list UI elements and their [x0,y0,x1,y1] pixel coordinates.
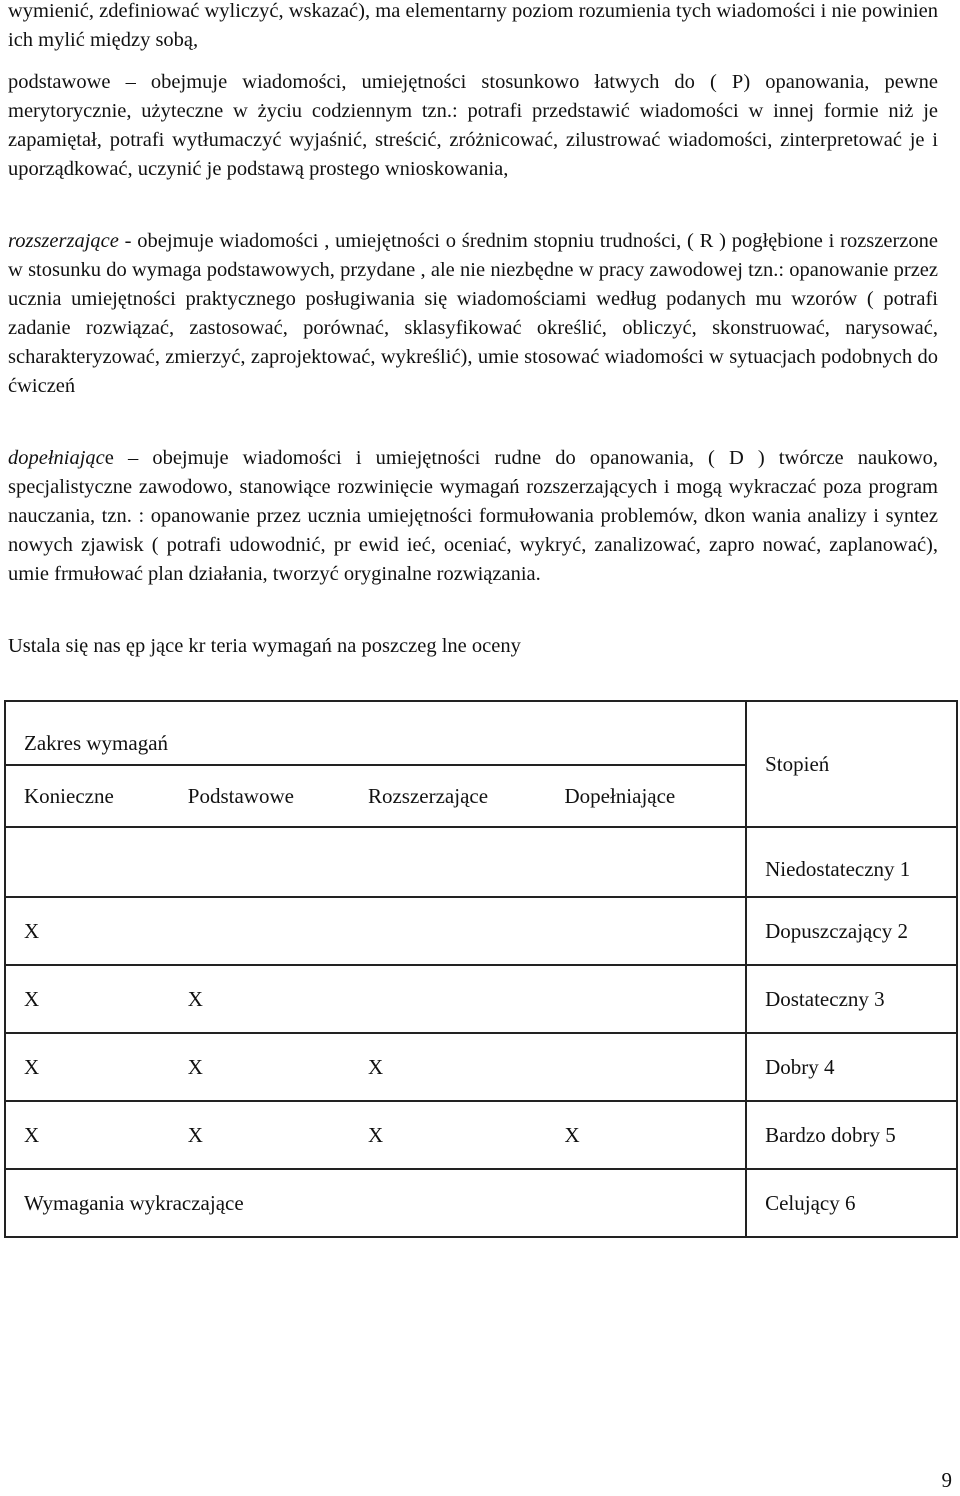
paragraph-intro: wymienić, zdefiniować wyliczyć, wskazać), ma elementarny poziom rozumienia tych wiadomości i nie powinien ich mylić między sobą, [8,0,938,51]
cell-grade: Dostateczny 3 [746,965,957,1033]
term-rozszerzajace: rozszerzające [8,230,119,252]
col-rozszerzajace: Rozszerzające [350,765,547,827]
cell-podstawowe: X [170,965,350,1033]
cell-konieczne: X [5,1033,170,1101]
header-zakres-wymagan: Zakres wymagań [5,701,746,765]
cell-rozszerzajace [350,965,547,1033]
cell-konieczne: X [5,897,170,965]
cell-grade: Bardzo dobry 5 [746,1101,957,1169]
table-row [5,965,957,1033]
cell-rozszerzajace [350,897,547,965]
paragraph-dopelniajace-text: e – obejmuje wiadomości i umiejętności rudne do opanowania, ( D ) twórcze naukowo, specjalistyczne zawodowo, stanowiące rozwinięcie wymagań rozszerzających i mogą wykraczać poza program nauczania, tzn. : opanowanie przez ucznia umiejętności formułowania problemów, dkon wania analizy i syntez nowych zjawisk ( potrafi udowodnić, pr ewid ieć, oceniać, wykryć, zanalizować, zapro nować, zaplanować), umie frmułować plan działania, tworzyć oryginalne rozwiązania. [8,447,938,585]
cell-dopelniajace [546,827,746,897]
cell-podstawowe [170,897,350,965]
page-number: 9 [941,1468,952,1492]
cell-dopelniajace [546,897,746,965]
paragraph-rozszerzajace [8,227,938,401]
header-stopien: Stopień [746,701,957,827]
cell-dopelniajace [546,1033,746,1101]
col-dopelniajace: Dopełniające [546,765,746,827]
cell-grade-celujacy: Celujący 6 [746,1169,957,1237]
cell-podstawowe [170,827,350,897]
cell-grade: Dopuszczający 2 [746,897,957,965]
table-row [5,897,957,965]
table-row [5,1033,957,1101]
col-podstawowe: Podstawowe [170,765,350,827]
paragraph-rozszerzajace-text: - obejmuje wiadomości , umiejętności o średnim stopniu trudności, ( R ) pogłębione i rozszerzone w stosunku do wymaga podstawowych, przydane , ale nie niezbędne w pracy zawodowej tzn.: opanowanie przez ucznia umiejętności praktycznego posługiwania się wiadomościami według podanych mu wzorów ( potrafi zadanie rozwiązać, zastosować, porównać, sklasyfikować określić, obliczyć, skonstruować, narysować, scharakteryzować, zmierzyć, zaprojektować, wykreślić), umie stosować wiadomości w sytuacjach podobnych do ćwiczeń [8,230,938,397]
paragraph-dopelniajace [8,444,938,589]
cell-rozszerzajace: X [350,1101,547,1169]
table-row [5,1101,957,1169]
cell-konieczne: X [5,965,170,1033]
cell-dopelniajace [546,965,746,1033]
cell-dopelniajace: X [546,1101,746,1169]
cell-rozszerzajace: X [350,1033,547,1101]
table-header-row [5,701,957,765]
paragraph-podstawowe: podstawowe – obejmuje wiadomości, umiejętności stosunkowo łatwych do ( P) opanowania, pewne merytorycznie, użyteczne w życiu codziennym tzn.: potrafi przedstawić wiadomości w innej formie niż je zapamiętał, potrafi wytłumaczyć wyjaśnić, streścić, zróżnicować, zilustrować wiadomości, zinterpretować je i uporządkować, uczynić je podstawą prostego wnioskowania, [8,71,938,180]
requirements-table [4,700,958,1238]
col-konieczne: Konieczne [5,765,170,827]
cell-grade: Dobry 4 [746,1033,957,1101]
cell-wymagania-wykraczajace: Wymagania wykraczające [5,1169,746,1237]
cell-podstawowe: X [170,1033,350,1101]
table-row-wykraczajace [5,1169,957,1237]
cell-grade: Niedostateczny 1 [746,827,957,897]
term-dopelniajace: dopełniając [8,447,105,469]
cell-konieczne: X [5,1101,170,1169]
table-row [5,827,957,897]
cell-konieczne [5,827,170,897]
cell-rozszerzajace [350,827,547,897]
paragraph-criteria-intro: Ustala się nas ęp jące kr teria wymagań na poszczeg lne oceny [8,635,521,657]
cell-podstawowe: X [170,1101,350,1169]
